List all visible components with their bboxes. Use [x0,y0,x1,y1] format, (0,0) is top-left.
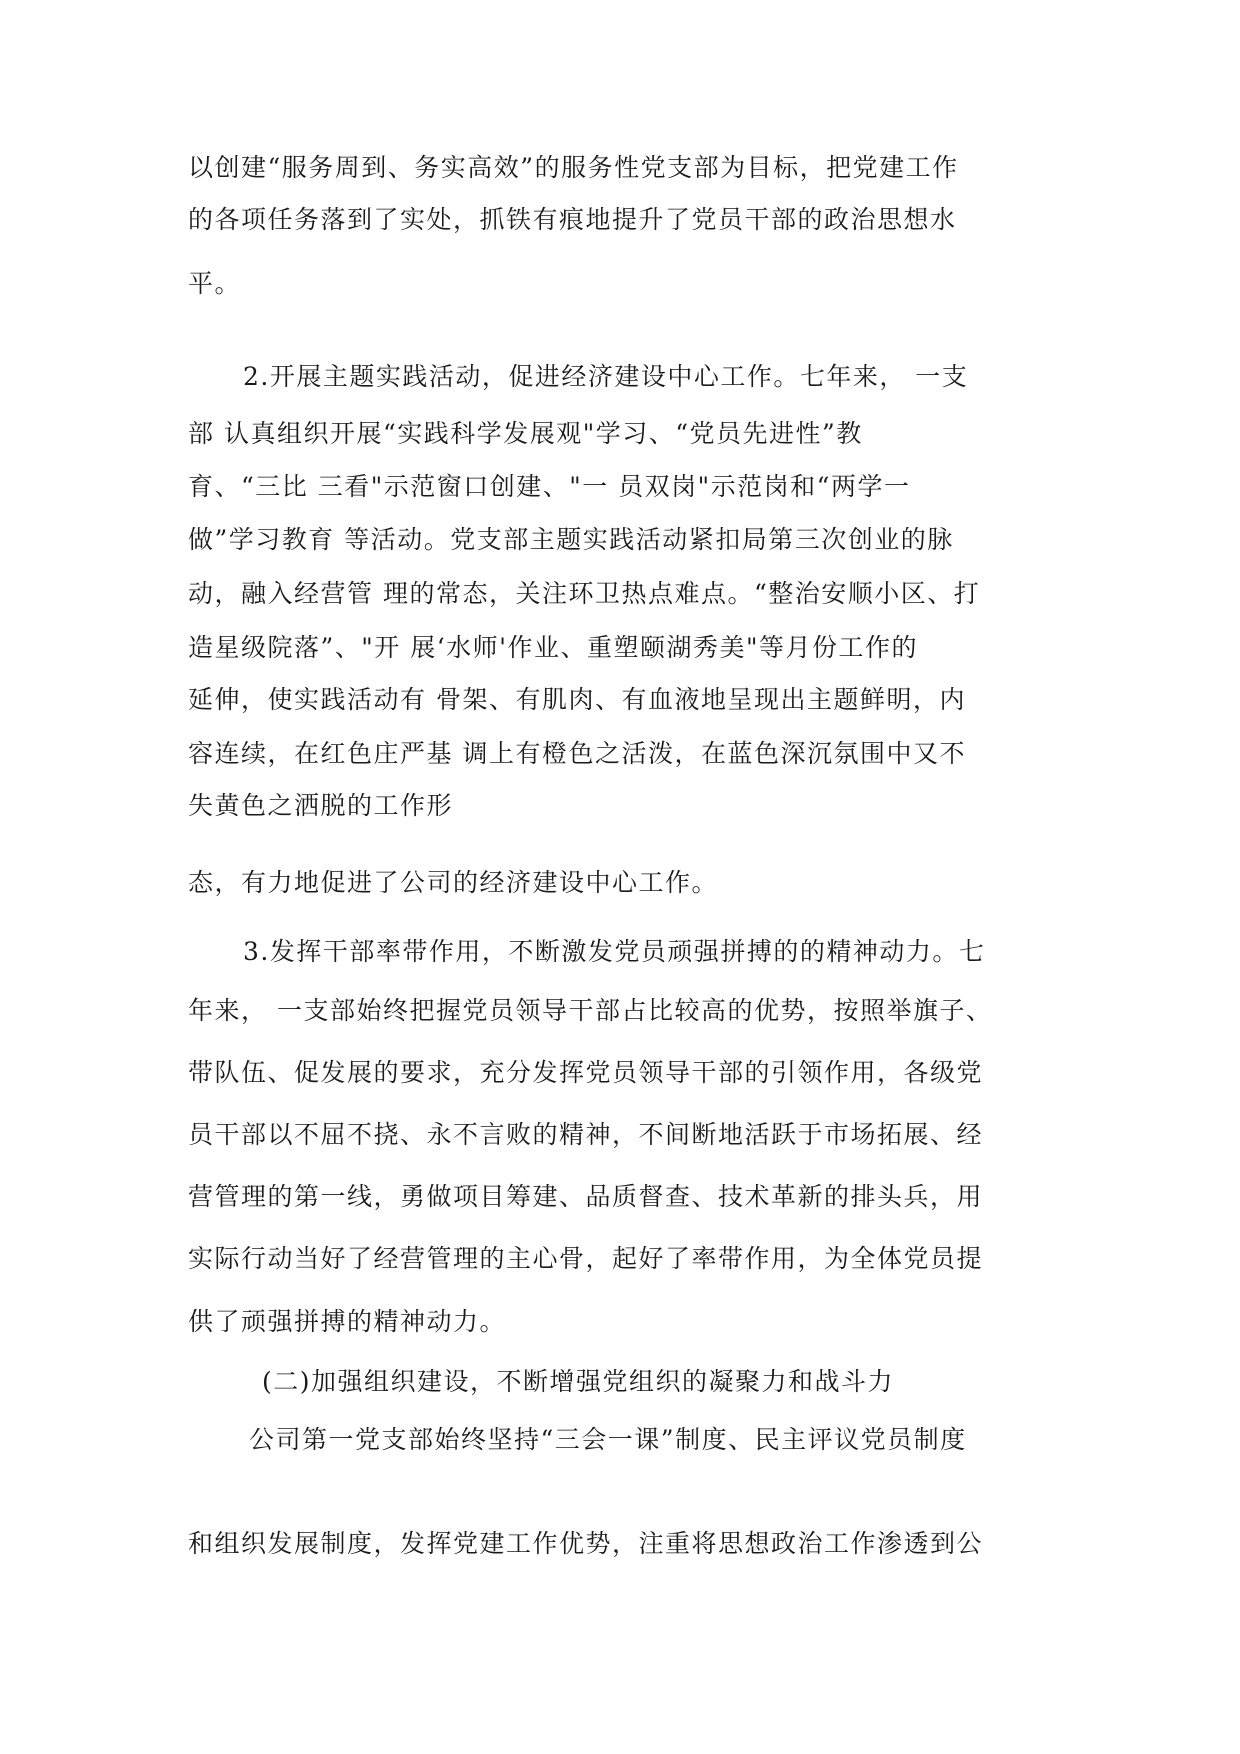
text-line: 带队伍、促发展的要求，充分发挥党员领导干部的引领作用，各级党 [188,1058,984,1087]
text-line: 员干部以不屈不挠、永不言败的精神，不间断地活跃于市场拓展、经 [188,1120,984,1149]
text-line: 失黄色之洒脱的工作形 [188,791,454,820]
text-line: 部 认真组织开展“实践科学发展观"学习、“党员先进性”教 [188,419,863,448]
text-line: 造星级院落”、"开 展‘水师'作业、重塑颐湖秀美"等月份工作的 [188,633,919,662]
text-line: 年来， 一支部始终把握党员领导干部占比较高的优势，按照举旗子、 [188,996,993,1025]
text-line: 容连续，在红色庄严基 调上有橙色之活泼，在蓝色深沉氛围中又不 [188,739,966,768]
text-line: 和组织发展制度，发挥党建工作优势，注重将思想政治工作渗透到公 [188,1529,984,1558]
text-line: 延伸，使实践活动有 骨架、有肌肉、有血液地呈现出主题鲜明，内 [188,685,966,714]
text-line: 实际行动当好了经营管理的主心骨，起好了率带作用，为全体党员提 [188,1244,984,1273]
text-line: 公司第一党支部始终坚持“三会一课”制度、民主评议党员制度 [249,1425,967,1454]
text-line: 的各项任务落到了实处，抓铁有痕地提升了党员干部的政治思想水 [188,205,957,234]
section-heading-ii: (二)加强组织建设，不断增强党组织的凝聚力和战斗力 [262,1367,895,1396]
text-line: 平。 [188,269,242,298]
text-line: 做”学习教育 等活动。党支部主题实践活动紧扣局第三次创业的脉 [188,525,954,554]
text-line: 以创建“服务周到、务实高效”的服务性党支部为目标，把党建工作 [188,153,959,182]
text-line: 营管理的第一线，勇做项目筹建、品质督查、技术革新的排头兵，用 [188,1182,984,1211]
section-heading-3: 3.发挥干部率带作用，不断激发党员顽强拼搏的的精神动力。七 [243,937,986,966]
text-line: 动，融入经营管 理的常态，关注环卫热点难点。“整治安顺小区、打 [188,579,981,608]
section-heading-2: 2.开展主题实践活动，促进经济建设中心工作。七年来， 一支 [243,362,969,391]
text-line: 供了顽强拼搏的精神动力。 [188,1307,507,1336]
text-line: 态，有力地促进了公司的经济建设中心工作。 [188,868,719,897]
text-line: 育、“三比 三看"示范窗口创建、"一 员双岗"示范岗和“两学一 [188,472,911,501]
